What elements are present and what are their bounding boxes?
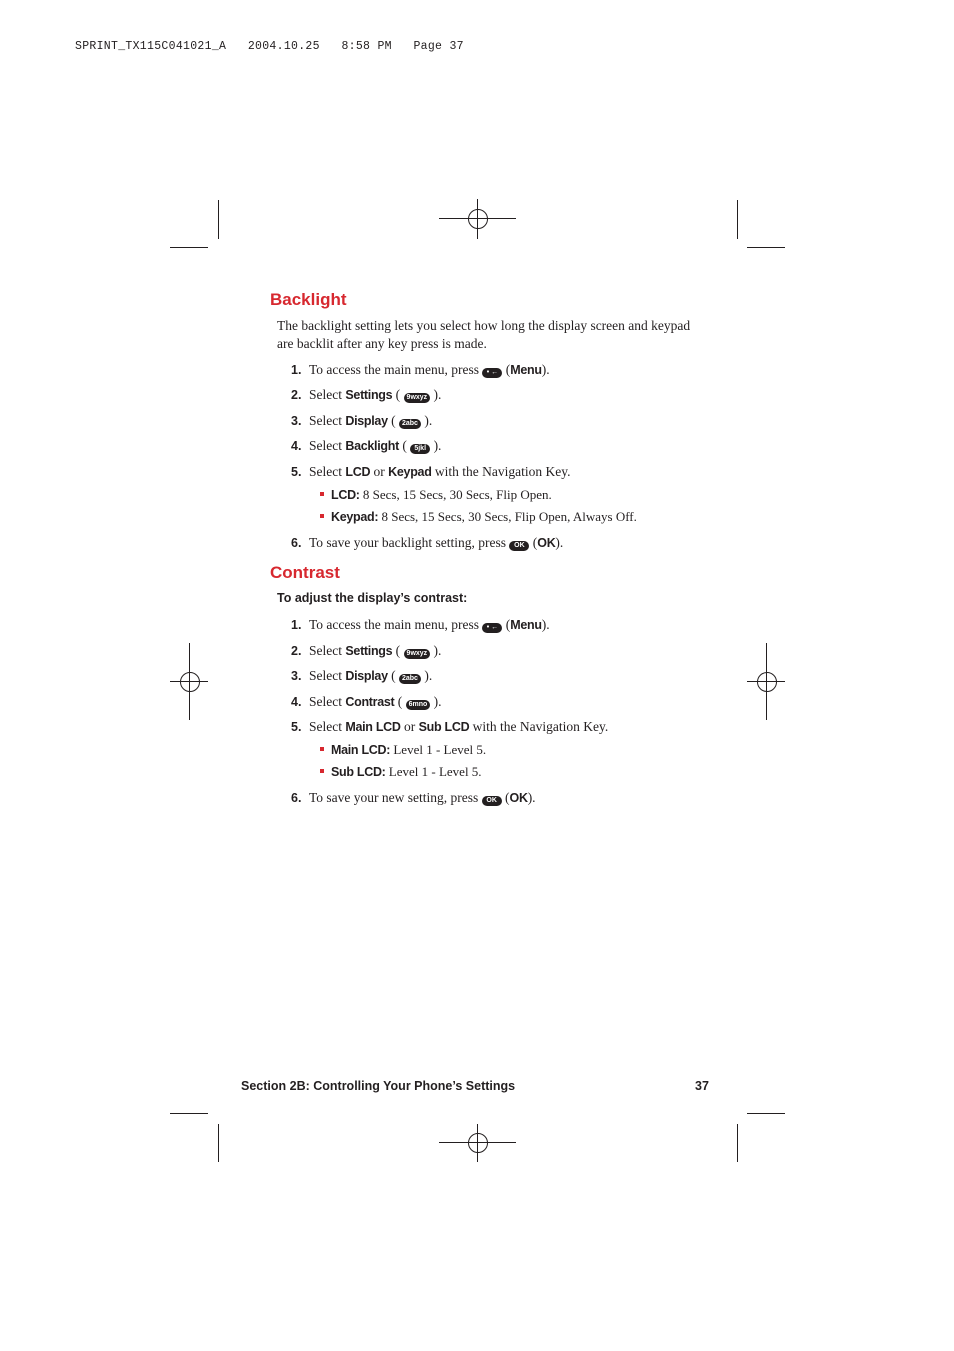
contrast-bullet-sub-lcd: Sub LCD: Level 1 - Level 5. [320,763,482,781]
ok-key-icon: OK [509,541,529,551]
key-2-icon: 2abc [399,419,421,429]
contrast-step-6: 6. To save your new setting, press OK (OK). [291,790,536,805]
bullet-square-icon [320,769,324,773]
contrast-step-5: 5. Select Main LCD or Sub LCD with the Navigation Key. [291,719,609,734]
backlight-intro: The backlight setting lets you select how long the display screen and keypad are backlit after any key press is made. [277,318,691,351]
contrast-step-1: 1. To access the main menu, press • ← (Menu). [291,617,550,632]
footer-page-number: 37 [695,1079,709,1093]
contrast-step-3: 3. Select Display ( 2abc ). [291,668,433,683]
key-6-icon: 6mno [406,700,431,710]
ok-key-icon: OK [482,796,502,806]
key-2-icon: 2abc [399,674,421,684]
backlight-step-1: 1. To access the main menu, press • ← (Menu). [291,362,550,377]
backlight-bullet-keypad: Keypad: 8 Secs, 15 Secs, 30 Secs, Flip Open, Always Off. [320,508,637,526]
menu-key-icon: • ← [482,623,502,633]
bullet-square-icon [320,492,324,496]
contrast-subheading: To adjust the display’s contrast: [277,591,468,605]
backlight-step-2: 2. Select Settings ( 9wxyz ). [291,387,442,402]
backlight-bullet-lcd: LCD: 8 Secs, 15 Secs, 30 Secs, Flip Open. [320,486,552,504]
footer-section-title: Section 2B: Controlling Your Phone’s Settings [241,1079,516,1093]
section-heading-backlight: Backlight [270,290,347,309]
key-5-icon: 5jkl [410,444,430,454]
bullet-square-icon [320,514,324,518]
contrast-step-4: 4. Select Contrast ( 6mno ). [291,694,442,709]
bullet-square-icon [320,747,324,751]
menu-key-icon: • ← [482,368,502,378]
backlight-step-4: 4. Select Backlight ( 5jkl ). [291,438,442,453]
backlight-step-6: 6. To save your backlight setting, press OK (OK). [291,535,564,550]
contrast-step-2: 2. Select Settings ( 9wxyz ). [291,643,442,658]
key-9-icon: 9wxyz [404,649,431,659]
key-9-icon: 9wxyz [404,393,431,403]
print-slug: SPRINT_TX115C041021_A 2004.10.25 8:58 PM Page 37 [75,40,464,53]
contrast-bullet-main-lcd: Main LCD: Level 1 - Level 5. [320,741,486,759]
section-heading-contrast: Contrast [270,563,340,582]
backlight-step-5: 5. Select LCD or Keypad with the Navigation Key. [291,464,571,479]
backlight-step-3: 3. Select Display ( 2abc ). [291,413,433,428]
